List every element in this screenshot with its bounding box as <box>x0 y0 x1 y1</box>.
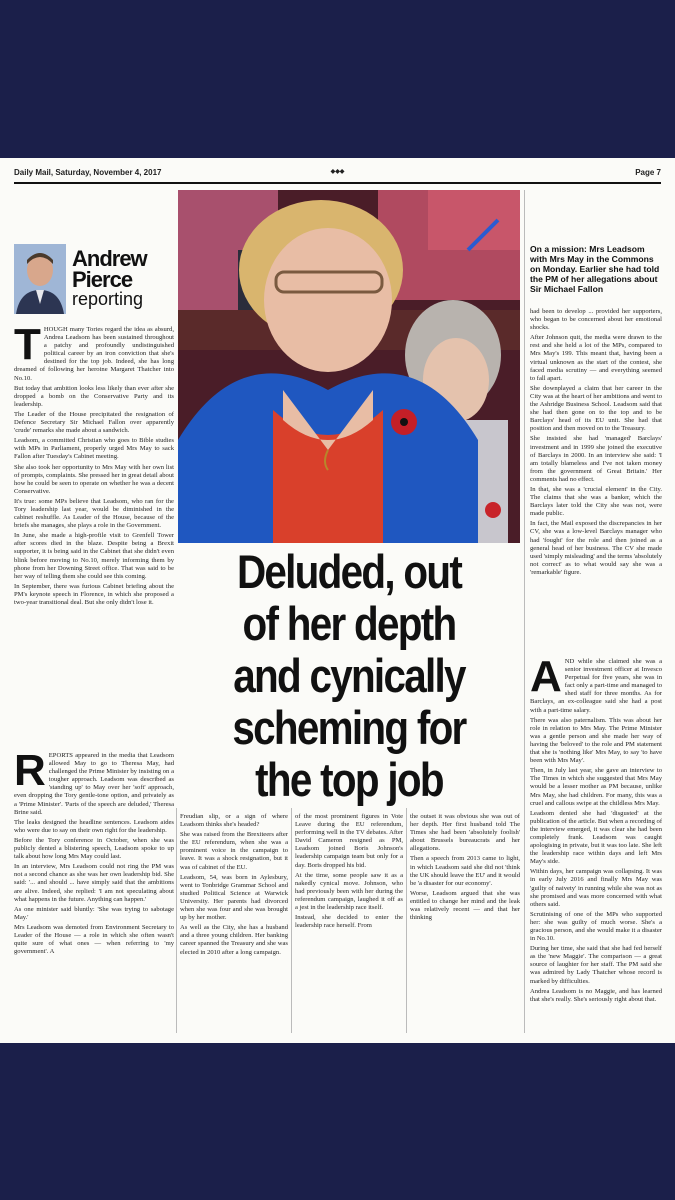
section-mark: ◆◆◆ <box>330 169 345 175</box>
publication-date: Daily Mail, Saturday, November 4, 2017 <box>14 168 162 177</box>
paragraph: As one minister said bluntly: 'She was trying to sabotage May.' <box>14 905 174 921</box>
dropcap: R <box>14 752 46 795</box>
paragraph: of the most prominent figures in Vote Leave during the EU referendum, performing well in the TV debates. After David Cameron resigned as PM, Leadsom joined Boris Johnson's leadership campaign team but only for a day. Boris dropped his bid. <box>295 813 403 869</box>
paragraph: During her time, she said that she had fed herself as the 'new Maggie'. The comparison — a great source of laughter for her staff. The PM said she was admired by Lady Thatcher whose record is marked by difficulties. <box>530 945 662 985</box>
paragraph: ND while she claimed she was a senior investment officer at Invesco Perpetual for five years, she was in fact only a part-time and managed to shed staff for three months. As for Barclays, an ex-colleague said she had a post with a part-time salary. <box>530 658 662 714</box>
column-rule <box>406 808 407 1033</box>
paragraph: It's true: some MPs believe that Leadsom, who ran for the Tory leadership last year, would be diminished in the cabinet reshuffle. As Leader of the House, because of the briefs she manages, she plays a role in the Government. <box>14 497 174 530</box>
lead-photo <box>178 190 520 543</box>
paragraph: Leadsom denied she had 'disgusted' at the publication of the article. But when a recording of the interview emerged, it was clear she had been completely frank. Leadsom was caught apologising in private, but it was too late. She left the leadership race within days and left Mrs May's side. <box>530 809 662 866</box>
column-rule <box>176 808 177 1033</box>
paragraph: As well as the City, she has a husband and a three young children. Her banking career spanned the Treasury and she was elected in 2010 after a long campaign. <box>180 924 288 956</box>
article-column-5b <box>530 658 662 1033</box>
column-rule <box>524 190 525 1033</box>
author-avatar <box>14 244 66 314</box>
paragraph: At the time, some people saw it as a nakedly cynical move. Johnson, who had previously been with her during the referendum campaign, laughed it off as a jest in the leadership race itself. <box>295 871 403 912</box>
headline-line-1: Deluded, out <box>236 545 462 598</box>
paragraph: the outset it was obvious she was out of her depth. Her first husband told The Times she had been 'absolutely foolish' about Brussels bureaucrats and her allegations. <box>410 813 520 853</box>
paragraph: She also took her opportunity to Mrs May with her own list of prompts, complaints. She pressed her in great detail about how he could be seen to operate on whether he was a decent Conservative. <box>14 463 174 495</box>
paragraph: had been to develop ... provided her supporters, who began to be concerned about her emotional shocks. <box>530 308 662 332</box>
paragraph: In June, she made a high-profile visit to Grenfell Tower after scores died in the blaze. Despite being a Brexit supporter, it is being said in the Cabinet that she didn't even blink before moving to No.10, merely informing them by phone from her Downing Street office. That was said to be her way of telling them she could see this coming. <box>14 532 174 580</box>
column-rule <box>291 808 292 1033</box>
paragraph: The Leader of the House precipitated the resignation of Defence Secretary Sir Michael Fallon over apparently 'crude' remarks she made about a sandwich. <box>14 410 174 435</box>
article-column-1 <box>14 326 174 746</box>
byline <box>14 244 174 319</box>
paragraph: Before the Tory conference in October, when she was publicly dented a blistering speech, Leadsom spoke to up talk about how long Mrs May could last. <box>14 836 174 861</box>
dropcap: T <box>14 326 41 369</box>
folio-rule <box>14 182 661 184</box>
paragraph: Mrs Leadsom was demoted from Environment Secretary to Leader of the House — a role in which she often wasn't quite sure of what ones — when referring to 'my government'. A <box>14 923 174 956</box>
author-first-name: Andrew <box>72 246 147 271</box>
headline-line-4: scheming for <box>232 701 466 754</box>
page-folio <box>14 168 661 182</box>
paragraph: Within days, her campaign was collapsing. It was in early July 2016 and finally Mrs May was 'guilty of naivety' in running while she was not as she promised and was more concerned with what others said. <box>530 868 662 908</box>
paragraph: Leadsom, 54, was born in Aylesbury, went to Tonbridge Grammar School and studied Political Science at Warwick University. Her parents had divorced when she was four and she was brought up by her mother. <box>180 873 288 922</box>
top-letterbox <box>0 0 675 158</box>
paragraph: Leadsom, a committed Christian who goes to Bible studies with MPs in Parliament, properly urged Mrs May to sack Fallon after Tuesday's Cabinet meeting. <box>14 437 174 461</box>
paragraph: There was also paternalism. This was about her role in relation to Mrs May. The Prime Minister was a gentle person and she made her way of having the 'beloved' to the role and PM statement that she is 'nothing like' Mrs May, to say 'to have been with Mrs May'. <box>530 716 662 765</box>
paragraph: Then a speech from 2013 came to light, in which Leadsom said she did not 'think the UK should leave the EU' and it would be 'a disaster for our economy'. <box>410 855 520 887</box>
paragraph: In September, there was furious Cabinet briefing about the PM's keynote speech in Florence, in which she proposed a two-year transitional deal. But she only didn't lose it. <box>14 582 174 606</box>
headline-line-2: of her depth <box>242 597 456 650</box>
paragraph: Worse, Leadsom argued that she was entitled to change her mind and the leak was relatively recent — and that her thinking <box>410 889 520 922</box>
headline-line-3: and cynically <box>233 649 465 702</box>
author-last-name: Pierce <box>72 267 133 292</box>
dropcap: A <box>530 658 562 701</box>
article-column-1b <box>14 752 174 1032</box>
paragraph: Instead, she decided to enter the leadership race herself. From <box>295 914 403 930</box>
article-column-3 <box>295 813 403 1033</box>
article-column-2 <box>180 813 288 1033</box>
article-column-4 <box>410 813 520 1033</box>
paragraph: She downplayed a claim that her career in the City was at the heart of her ambitions and went to the Ashridge Business School. Leadsom said that she had then gone on to the top and to be Barclays' head of its EU unit. She had that position and then moved on to the Treasury. <box>530 384 662 433</box>
photo-illustration <box>178 190 520 543</box>
page-number: Page 7 <box>635 168 661 177</box>
paragraph: She insisted she had 'managed' Barclays' investment and in 1999 she joined the executive of Barclays in 2000. In an interview she said: 'I am totally blameless and I've not taken money from the government of Great Britain.' Her comments had no effect. <box>530 435 662 483</box>
paragraph: In fact, the Mail exposed the discrepancies in her CV, she was a low-level Barclays manager who had 'fought' for the role and then joined as a general head of her business. The CV she made used 'simply misleading' and the terms 'absolutely not correct' as to what would say she was a 'remarkable' figure. <box>530 520 662 576</box>
paragraph: She was raised from the Brexiteers after the EU referendum, when she was a prominent voice in the campaign to leave. It was a shock resignation, but it was of cabinet of the EU. <box>180 831 288 871</box>
bottom-letterbox <box>0 1043 675 1200</box>
newspaper-page <box>0 158 675 1043</box>
paragraph: Andrea Leadsom is no Maggie, and has learned that she's really. She's seriously right about that. <box>530 987 662 1003</box>
paragraph: In that, she was a 'crucial element' in the City. The claims that she was a banker, which the Barclays later told the City she was not, were made public. <box>530 485 662 518</box>
paragraph: Scrutinising of one of the MPs who supported her: she was guilty of much worse. She's a gracious person, and she would make it a disaster in No.10. <box>530 910 662 943</box>
article-column-5 <box>530 308 662 653</box>
main-headline <box>202 546 496 806</box>
headline-line-5: the top job <box>255 753 443 806</box>
paragraph: After Johnson quit, the media were drawn to the rest and she held a lot of the MPs, compared to Mrs May's 199. This meant that, having been a virtual unknown as the start of the contest, she faced media scrutiny — and everything seemed to fall apart. <box>530 334 662 382</box>
paragraph: HOUGH many Tories regard the idea as absurd, Andrea Leadsom has been sustained throughout a patchy and profoundly undistinguished political career by an iron conviction that she's destined for the top job. Indeed, she has long dreamed of following her heroine Margaret Thatcher into No.10. <box>14 326 174 382</box>
paragraph: In an interview, Mrs Leadsom could not ring the PM was not a second chance as she was her own leadership bid. She said: '... and should ... have simply said that the ambitions are alive. Indeed, she replied: 'I am not speculating about what happens in the future. Anything can happen.' <box>14 863 174 903</box>
paragraph: But today that ambition looks less likely than ever after she dropped a bomb on the Conservative Party and its leadership. <box>14 384 174 408</box>
photo-caption: On a mission: Mrs Leadsom with Mrs May in the Commons on Monday. Earlier she had told the PM of her allegations about Sir Michael Fallon <box>530 244 660 294</box>
paragraph: EPORTS appeared in the media that Leadsom allowed May to go to Theresa May, had challenged the Prime Minister by insisting on a tougher approach. Leadsom was described as 'standing up' to May over her 'soft' approach, even dropping the Tory gentle-tone option, and privately as a 'Prime Minister'. 'Parts of the speech are deluded,' Theresa Brine said. <box>14 752 174 816</box>
paragraph: The leaks designed the headline sentences. Leadsom aides who were due to say on their own right for the leadership. <box>14 818 174 834</box>
paragraph: Freudian slip, or a sign of where Leadsom thinks she's headed? <box>180 813 288 829</box>
author-role: reporting <box>72 289 144 309</box>
paragraph: Then, in July last year, she gave an interview to The Times in which she suggested that Mrs May would be a lesser mother as PM because, unlike Mrs May, she had children. For many, this was a cruel and callous swipe at the childless Mrs May. <box>530 767 662 807</box>
